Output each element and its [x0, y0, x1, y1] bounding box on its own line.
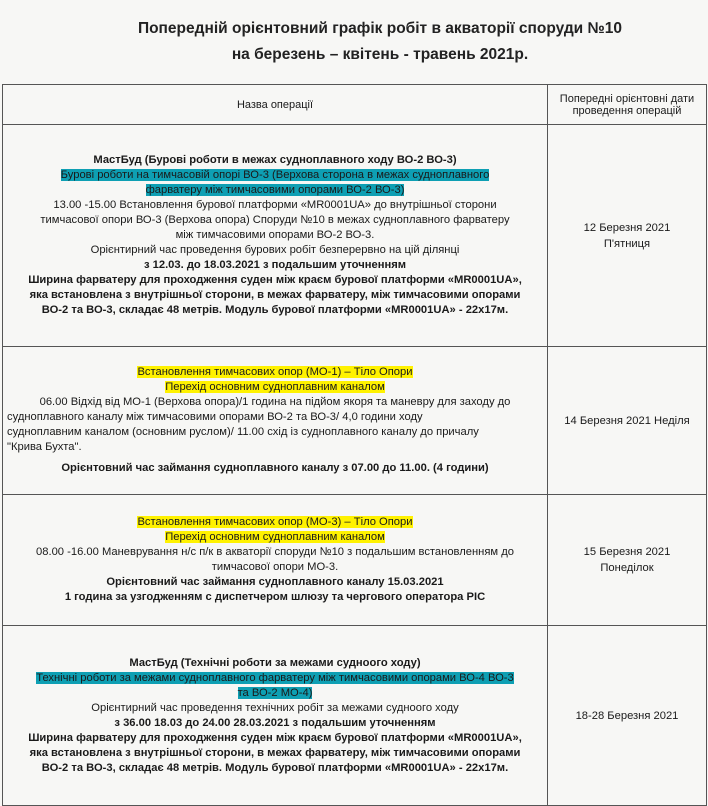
date-text: 15 Березня 2021	[583, 546, 671, 558]
op-text: 08.00 -16.00 Маневрування н/с п/к в акваторії споруди №10 з подальшим встановленням до	[36, 546, 514, 558]
op-text: між тимчасовими опорами ВО-2 ВО-3.	[175, 229, 375, 241]
header-dates-line2: проведення операцій	[572, 104, 682, 117]
op-text: судноплавним каналом (основним руслом)/ 11.00 схід із судноплавного каналу до причалу	[7, 426, 479, 438]
operation-cell	[3, 626, 548, 806]
op-text: Орієнтовний час займання судноплавного каналу з 07.00 до 11.00. (4 години)	[61, 462, 489, 474]
date-cell	[548, 626, 707, 806]
document-title: Попередній орієнтовний графік робіт в акваторії споруди №10	[137, 20, 623, 37]
op-text: яка встановлена з внутрішньої сторони, в межах фарватеру, між тимчасовими опорами	[29, 289, 521, 301]
op-text: з 12.03. до 18.03.2021 з подальшим уточненням	[143, 259, 407, 271]
op-text: 1 година за узгодженням с диспетчером шлюзу та чергового оператора РІС	[64, 591, 486, 603]
weekday-text: Понеділок	[600, 562, 654, 574]
op-highlight: Встановлення тимчасових опор (МО-3) – Тіло Опори	[137, 516, 413, 528]
op-text: Ширина фарватеру для проходження суден між краєм бурової платформи «MR0001UA»,	[28, 274, 522, 286]
operation-cell	[3, 125, 548, 347]
table-row	[3, 495, 707, 626]
op-text: тимчасової опори МО-3.	[211, 561, 339, 573]
op-text: тимчасової опори ВО-3 (Верхова опора) Споруди №10 в межах судноплавного фарватеру	[40, 214, 510, 226]
op-text: яка встановлена з внутрішньої сторони, в межах фарватеру, між тимчасовими опорами	[29, 746, 521, 759]
op-heading: МастБуд (Технічні роботи за межами судноого ходу)	[129, 656, 421, 669]
date-cell	[548, 125, 707, 347]
operation-cell	[3, 495, 548, 626]
table-row	[3, 347, 707, 495]
op-highlight: Перехід основним судноплавним каналом	[165, 381, 385, 393]
op-highlight: Технічні роботи за межами судноплавного фарватеру між тимчасовими опорами ВО-4 ВО-3	[36, 671, 514, 684]
op-text: з 36.00 18.03 до 24.00 28.03.2021 з подальшим уточненням	[114, 716, 436, 729]
operation-cell	[3, 347, 548, 495]
table-row	[3, 626, 707, 806]
op-highlight: Перехід основним судноплавним каналом	[165, 531, 385, 543]
op-highlight: Бурові роботи на тимчасовій опорі ВО-3 (Верхова сторона в межах судноплавного	[60, 169, 490, 181]
op-heading: МастБуд (Бурові роботи в межах судноплавного ходу ВО-2 ВО-3)	[93, 154, 457, 166]
header-dates-line1: Попередні орієнтовні дати	[559, 92, 695, 105]
op-text: "Крива Бухта".	[7, 441, 82, 453]
op-highlight: та ВО-2 МО-4)	[237, 686, 313, 699]
op-highlight: Встановлення тимчасових опор (МО-1) – Тіло Опори	[137, 366, 413, 378]
op-text: Орієнтирний час проведення бурових робіт безперервно на цій ділянці	[90, 244, 460, 256]
op-text: Орієнтирний час проведення технічних робіт за межами судноого ходу	[91, 701, 459, 714]
op-highlight: фарватеру між тимчасовими опорами ВО-2 ВО-3)	[145, 184, 405, 196]
op-text: 06.00 Відхід від МО-1 (Верхова опора)/1 година на підйом якоря та маневру для заходу до	[39, 396, 511, 408]
op-text: Ширина фарватеру для проходження суден між краєм бурової платформи «MR0001UA»,	[28, 731, 522, 744]
op-text: 13.00 -15.00 Встановлення бурової платформи «MR0001UA» до внутрішньої сторони	[53, 199, 497, 211]
date-text: 12 Березня 2021	[583, 221, 671, 234]
schedule-table	[2, 84, 707, 806]
table-header-row	[3, 85, 707, 125]
op-text: ВО-2 та ВО-3, складає 48 метрів. Модуль бурової платформи «MR0001UA» - 22х17м.	[41, 761, 509, 774]
op-text: Орієнтовний час займання судноплавного каналу 15.03.2021	[106, 576, 444, 588]
op-text: ВО-2 та ВО-3, складає 48 метрів. Модуль бурової платформи «MR0001UA» - 22х17м.	[41, 304, 509, 316]
date-cell	[548, 495, 707, 626]
op-text: судноплавного каналу між тимчасовими опорами ВО-2 та ВО-3/ 4,0 години ходу	[7, 411, 423, 423]
table-row	[3, 125, 707, 347]
header-dates	[548, 85, 707, 125]
date-text: 14 Березня 2021 Неділя	[564, 414, 690, 427]
header-operation	[3, 85, 548, 125]
document-subtitle: на березень – квітень - травень 2021р.	[231, 46, 529, 63]
date-cell	[548, 347, 707, 495]
date-text: 18-28 Березня 2021	[575, 709, 679, 722]
weekday-text: П'ятниця	[603, 237, 651, 250]
header-operation-label: Назва операції	[236, 98, 314, 111]
